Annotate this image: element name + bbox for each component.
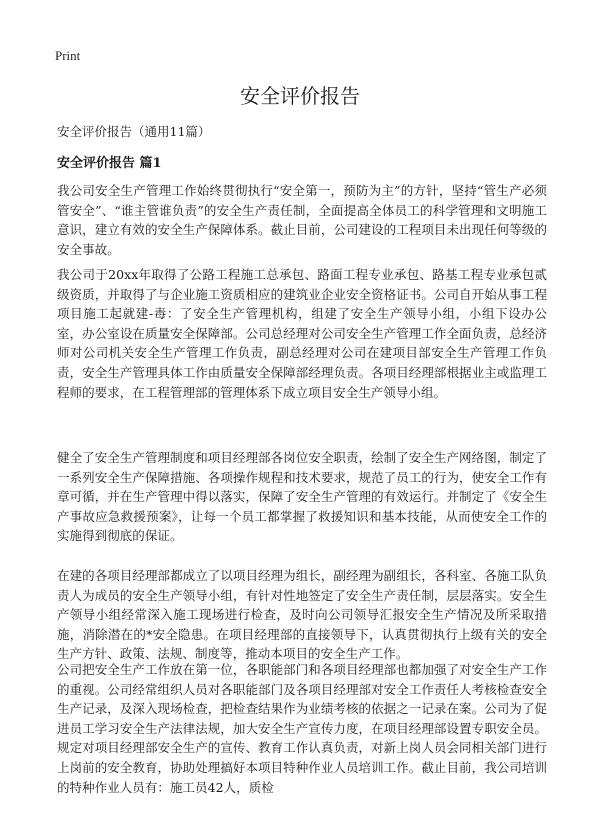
body-text — [57, 265, 547, 416]
section-heading: 安全评价报告 篇1 — [57, 156, 162, 171]
document-subtitle: 安全评价报告（通用11篇） — [57, 124, 211, 139]
body-text — [57, 181, 547, 273]
paragraph: 公司把安全生产工作放在第一位，各职能部门和各项目经理部也都加强了对安全生产工作的重视。公司经常组织人员对各职能部门及各项目经理部对安全工作责任人考核检查安全生产记录，及深入现场检查，把检查结果作为业绩考核的依据之一记录在案。公司为了促进员工学习安全生产法律法规，加大安全生产宣传力度，在项目经理部设置专职安全员。规定对项目经理部安全生产的宣传、教育工作认真负责，对新上岗人员会同相关部门进行上岗前的安全教育，协助处理搞好本项目特种作业人员培训工作。截止目前，我公司培训的特种作业人员有：施工员42人，质检 — [57, 662, 547, 795]
page-title: 安全评价报告 — [240, 84, 360, 108]
body-text — [57, 448, 547, 560]
print-link[interactable]: Print — [55, 48, 81, 63]
paragraph: 我公司于20xx年取得了公路工程施工总承包、路面工程专业承包、路基工程专业承包贰级资质，并取得了与企业施工资质相应的建筑业企业安全资格证书。公司自开始从事工程项目施工起就建-毒：了安全生产管理机构，组建了安全生产领导小组，小组下设办公室，办公室设在质量安全保障部。公司总经理对公司安全生产管理工作全面负责，总经济师对公司机关安全生产管理工作负责，副总经理对公司在建项目部安全生产管理工作负责，安全生产管理具体工作由质量安全保障部经理负责。各项目经理部根据业主或监理工程师的要求，在工程管理部的管理体系下成立项目安全生产领导小组。 — [57, 267, 547, 400]
body-text — [57, 660, 547, 828]
paragraph: 健全了安全生产管理制度和项目经理部各岗位安全职责，绘制了安全生产网络图，制定了一系列安全生产保障措施、各项操作规程和技术要求，规范了员工的行为，使安全工作有章可循，并在生产管理中得以落实，保障了安全生产管理的有效运行。并制定了《安全生产事故应急救援预案》，让每一个员工都掌握了救援知识和基本技能，从而使安全工作的实施得到彻底的保证。 — [57, 450, 547, 544]
paragraph: 在建的各项目经理部都成立了以项目经理为组长，副经理为副组长，各科室、各施工队负责人为成员的安全生产领导小组，有针对性地签定了安全生产责任制，层层落实。安全生产领导小组经常深入施工现场进行检查，及时向公司领导汇报安全生产情况及所采取措施，消除潜在的*安全隐患。在项目经理部的直接领导下，认真贯彻执行上级有关的安全生产方针、政策、法规、制度等，推动本项目的安全生产工作。 — [57, 568, 547, 662]
paragraph: 我公司安全生产管理工作始终贯彻执行“安全第一，预防为主”的方针，坚持“管生产必须管安全”、“谁主管谁负责”的安全生产责任制，全面提高全体员工的科学管理和文明施工意识，建立有效的安全生产保障体系。截止目前，公司建设的工程项目未出现任何等级的安全事故。 — [57, 183, 547, 257]
